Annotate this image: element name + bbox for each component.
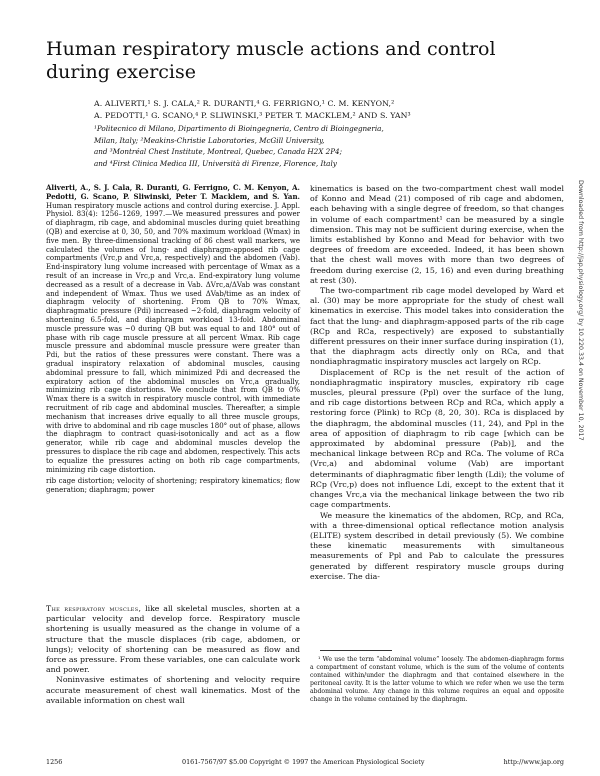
author-line-1: A. ALIVERTI,¹ S. J. CALA,² R. DURANTI,⁴ G. FERRIGNO,¹ C. M. KENYON,² [94,99,395,108]
right-paragraph-2: The two-compartment rib cage model developed by Ward et al. (30) may be more appropriate for the study of chest wall kinematics in exercise. This model takes into consideration the fact that the lung- and diaphragm-apposed parts of the rib cage (RCp and RCa, respectively) are exposed to substantially different pressures on their inner surface during inspiration (1), that the diaphragm acts directly only on RCa, and that nondiaphragmatic inspiratory muscles act largely on RCp. [310,286,564,367]
footnote [310,656,564,703]
right-paragraph-4: We measure the kinematics of the abdomen, RCp, and RCa, with a three-dimensional optical reflectance motion analysis (ELITE) system described in detail previously (5). We combine these kinematic measurements with simultaneous measurements of Ppl and Pab to calculate the pressures generated by different respiratory muscle groups during exercise. The dia- [310,510,564,581]
right-paragraph-1: kinematics is based on the two-compartment chest wall model of Konno and Mead (21) composed of rib cage and abdomen, each behaving with a single degree of freedom, so that changes in volume of each compartment¹ can be measured by a single dimension. This may not be sufficient during exercise, when the limits established by Konno and Mead for behavior with two degrees of freedom are exceeded. Indeed, it has been shown that the chest wall moves with more than two degrees of freedom during exercise (2, 15, 16) and even during breathing at rest (30). [310,184,564,285]
intro-smallcaps: The respiratory muscles, [46,604,142,613]
page-number: 1256 [46,758,63,766]
download-watermark [572,180,586,600]
keywords: rib cage distortion; velocity of shortening; respiratory kinematics; flow generation; diaphragm; power [46,477,300,495]
abstract-column [46,184,300,495]
footnote-text: ¹ We use the term “abdominal volume” loosely. The abdomen-diaphragm forms a compartment of constant volume, which is the sum of the volume of contents contained within/under the diaphragm and that contained elsewhere in the peritoneal cavity. It is the latter volume to which we refer when we use the term abdominal volume. Any change in this volume requires an equal and opposite change in the volume contained by the diaphragm. [310,656,564,703]
abstract [46,184,300,474]
article-title [46,38,516,84]
right-paragraph-3: Displacement of RCp is the net result of the action of nondiaphragmatic inspiratory muscles, expiratory rib cage muscles, pleural pressure (Ppl) over the surface of the lung, and rib cage distortions between RCp and RCa, which apply a restoring force (Plink) to RCp (8, 20, 30). RCa is displaced by the diaphragm, the abdominal muscles (11, 24), and Ppl in the area of apposition of diaphragm to rib cage [which can be approximated by abdominal pressure (Pab)], and the mechanical linkage between RCp and RCa. The volume of RCa (Vrc,a) and abdominal volume (Vab) are important determinants of diaphragmatic fiber length (Ldi); the volume of RCp (Vrc,p) does not influence Ldi, except to the extent that it changes Vrc,a via the mechanical linkage between the two rib cage compartments. [310,367,564,510]
right-column [310,184,564,582]
intro-paragraph-2: Noninvasive estimates of shortening and velocity require accurate measurement of chest wall kinematics. Most of the available information on chest wall [46,675,300,705]
affiliation-line-3: and ³Montréal Chest Institute, Montreal, Quebec, Canada H2X 2P4; [94,147,343,156]
affiliations [94,123,524,169]
copyright-line: 0161-7567/97 $5.00 Copyright © 1997 the American Physiological Society [182,758,425,766]
abstract-body: Human respiratory muscle actions and control during exercise. J. Appl. Physiol. 83(4): 1256–1269, 1997.—We measured pressures and power of diaphragm, rib cage, and abdominal muscles during quiet breathing (QB) and exercise at 0, 30, 50, and 70% maximum workload (Wmax) in five men. By three-dimensional tracking of 86 chest wall markers, we calculated the volumes of lung- and diaphragm-apposed rib cage compartments (Vrc,p and Vrc,a, respectively) and the abdomen (Vab). End-inspiratory lung volume increased with percentage of Wmax as a result of an increase in Vrc,p and Vrc,a. End-expiratory lung volume decreased as a result of a decrease in Vab. ΔVrc,a/ΔVab was constant and independent of Wmax. Thus we used ΔVab/time as an index of diaphragm velocity of shortening. From QB to 70% Wmax, diaphragmatic pressure (Pdi) increased ~2-fold, diaphragm velocity of shortening 6.5-fold, and diaphragm workload 13-fold. Abdominal muscle pressure was ~0 during QB but was equal to and 180° out of phase with rib cage muscle pressure at all percent Wmax. Rib cage muscle pressure and abdominal muscle pressure were greater than Pdi, but the ratios of these pressures were constant. There was a gradual inspiratory relaxation of abdominal muscles, causing abdominal pressure to fall, which minimized Pdi and decreased the expiratory action of the abdominal muscles on Vrc,a gradually, minimizing rib cage distortions. We conclude that from QB to 0% Wmax there is a switch in respiratory muscle control, with immediate recruitment of rib cage and abdominal muscles. Thereafter, a simple mechanism that increases drive equally to all three muscle groups, with drive to abdominal and rib cage muscles 180° out of phase, allows the diaphragm to contract quasi-isotonically and act as a flow generator, while rib cage and abdominal muscles develop the pressures to displace the rib cage and abdomen, respectively. This acts to equalize the pressures acting on both rib cage compartments, minimizing rib cage distortion. [46,201,300,474]
affiliation-line-4: and ⁴First Clinica Medica III, Università di Firenze, Florence, Italy [94,158,337,168]
intro-paragraph-1 [46,604,300,675]
title-line-2: during exercise [46,61,196,83]
author-line-2: A. PEDOTTI,¹ G. SCANO,⁴ P. SLIWINSKI,³ PETER T. MACKLEM,² AND S. YAN³ [94,110,411,120]
affiliation-line-1: ¹Politecnico di Milano, Dipartimento di Bioingegneria, Centro di Bioingegneria, [94,124,384,133]
abstract-citation-authors: Aliverti, A., S. J. Cala, R. Duranti, G. Ferrigno, C. M. Kenyon, A. Pedotti, G. Scano, P. Sliwinski, Peter T. Macklem, and S. Yan. [46,183,300,201]
author-list [94,98,524,121]
introduction [46,604,300,706]
journal-url[interactable]: http://www.jap.org [503,758,564,766]
page-footer [46,758,564,768]
intro-paragraph-1-text: like all skeletal muscles, shorten at a particular velocity and develop force. Respiratory muscle shortening is usually measured as the change in volume of a structure that the muscle displaces (rib cage, abdomen, or lungs); velocity of shortening can be measured as flow and force as pressure. From these variables, one can calculate work and power. [46,604,300,675]
footnote-divider [320,650,392,651]
download-watermark-text: Downloaded from http://jap.physiology.org/ by 10.220.33.4 on November 10, 2017 [577,180,584,441]
affiliation-line-2: Milan, Italy; ²Meakins-Christie Laboratories, McGill University, [94,135,325,145]
title-line-1: Human respiratory muscle actions and control [46,38,496,60]
